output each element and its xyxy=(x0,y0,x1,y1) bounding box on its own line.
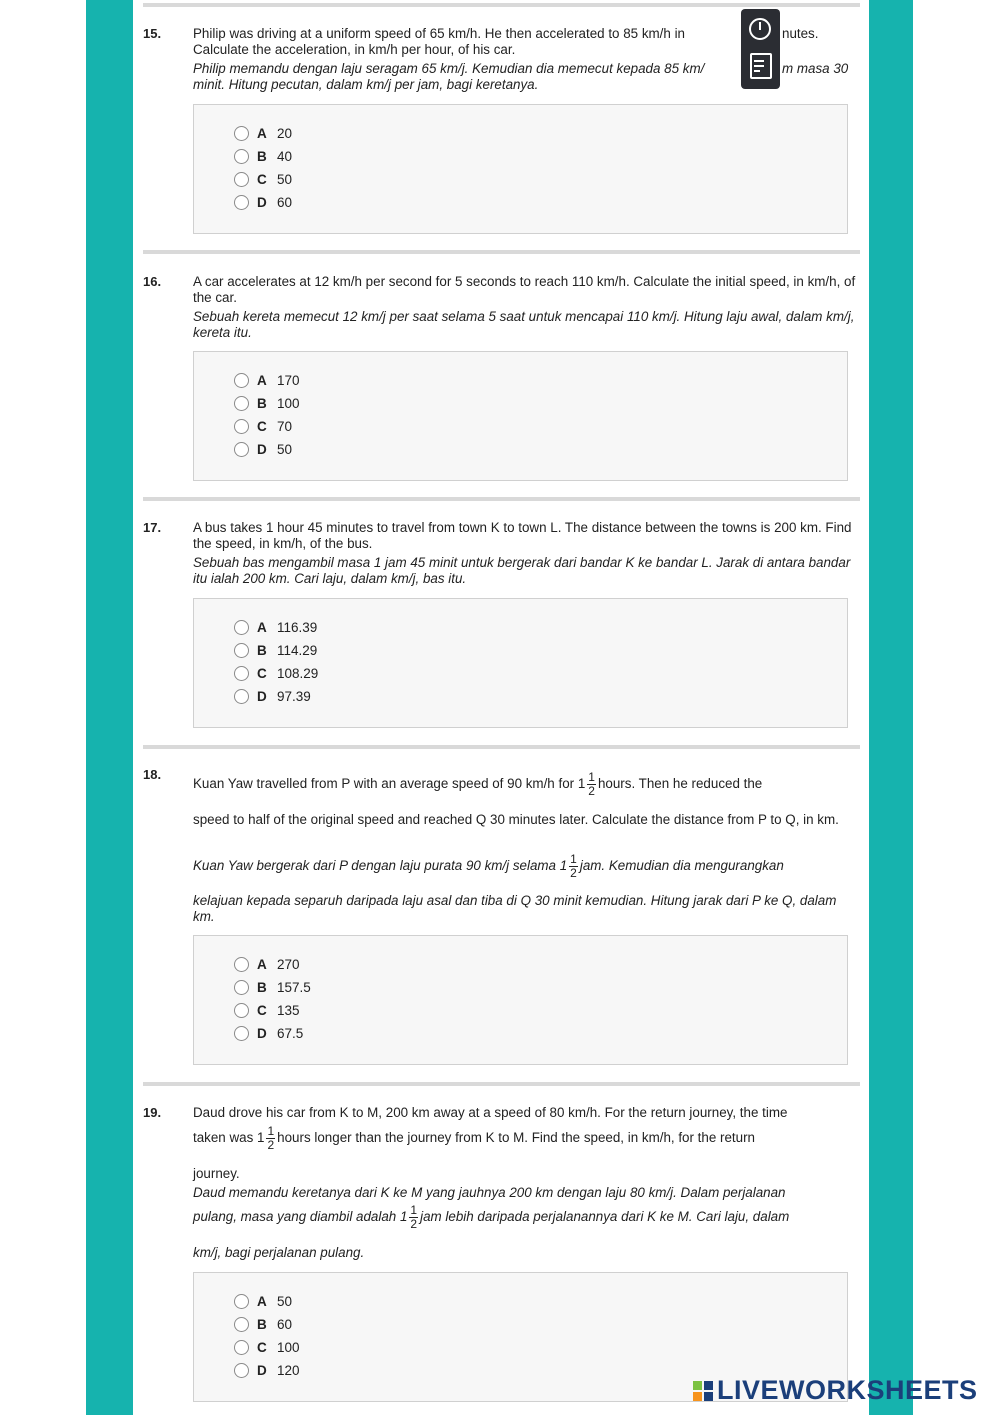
option-d[interactable]: D 67.5 xyxy=(234,1024,303,1042)
logo-grid-icon xyxy=(693,1381,713,1401)
question-text-ms: Kuan Yaw bergerak dari P dengan laju purata 90 km/j selama 1 $\frac{1}{2}$ jam. Kemudian dia mengurangkan xyxy=(193,852,784,880)
question-text-en: A car accelerates at 12 km/h per second for 5 seconds to reach 110 km/h. Calculate the initial speed, in km/h, of the car. xyxy=(193,274,856,305)
question-text xyxy=(193,520,858,587)
radio-button[interactable] xyxy=(234,620,249,635)
radio-button[interactable] xyxy=(234,666,249,681)
question-text-en: A bus takes 1 hour 45 minutes to travel from town K to town L. The distance between the towns is 200 km. Find the speed, in km/h, of the bus. xyxy=(193,520,852,551)
answer-box xyxy=(193,104,848,234)
floating-toolbar[interactable] xyxy=(741,9,780,89)
option-c[interactable]: C 108.29 xyxy=(234,664,318,682)
question-text-ms: minit. Hitung pecutan, dalam km/j per jam, bagi keretanya. xyxy=(193,77,539,92)
question-number: 19. xyxy=(143,1105,162,1120)
liveworksheets-logo xyxy=(693,1375,978,1406)
option-a[interactable]: A 170 xyxy=(234,371,300,389)
question-text-ms: m masa 30 xyxy=(782,61,849,76)
radio-button[interactable] xyxy=(234,1363,249,1378)
fraction-one-half: $\frac{1}{2}$ xyxy=(267,1124,275,1152)
radio-button[interactable] xyxy=(234,1317,249,1332)
radio-button[interactable] xyxy=(234,957,249,972)
radio-button[interactable] xyxy=(234,126,249,141)
option-d[interactable]: D 60 xyxy=(234,193,292,211)
radio-button[interactable] xyxy=(234,1294,249,1309)
question-text-en: Calculate the acceleration, in km/h per hour, of his car. xyxy=(193,42,516,57)
notes-icon-line xyxy=(754,70,760,72)
radio-button[interactable] xyxy=(234,195,249,210)
option-a[interactable]: A 20 xyxy=(234,124,292,142)
answer-box xyxy=(193,935,848,1065)
question-number: 16. xyxy=(143,274,162,289)
question-text-ms: Philip memandu dengan laju seragam 65 km/j. Kemudian dia memecut kepada 85 km/ xyxy=(193,61,705,76)
option-d[interactable]: D 97.39 xyxy=(234,687,311,705)
question-divider xyxy=(143,745,860,749)
radio-button[interactable] xyxy=(234,1340,249,1355)
option-c[interactable]: C 100 xyxy=(234,1338,300,1356)
option-b[interactable]: B 114.29 xyxy=(234,641,317,659)
question-text-ms: Sebuah bas mengambil masa 1 jam 45 minit untuk bergerak dari bandar K ke bandar L. Jarak di antara bandar itu ialah 200 km. Cari laju, dalam km/j, bas itu. xyxy=(193,555,851,586)
option-c[interactable]: C 70 xyxy=(234,417,292,435)
question-text-en: Philip was driving at a uniform speed of 65 km/h. He then accelerated to 85 km/h in xyxy=(193,26,685,41)
option-b[interactable]: B 60 xyxy=(234,1315,292,1333)
radio-button[interactable] xyxy=(234,689,249,704)
question-text-en: Daud drove his car from K to M, 200 km away at a speed of 80 km/h. For the return journey, the time xyxy=(193,1105,788,1120)
right-teal-border xyxy=(869,0,913,1415)
fraction-one-half: $\frac{1}{2}$ xyxy=(410,1203,418,1231)
option-a[interactable]: A 50 xyxy=(234,1292,292,1310)
question-text-en: Kuan Yaw travelled from P with an average speed of 90 km/h for 1 $\frac{1}{2}$ hours. Then he reduced the xyxy=(193,770,763,798)
option-d[interactable]: D 50 xyxy=(234,440,292,458)
question-text-en: journey. xyxy=(193,1166,240,1181)
question-text-en: speed to half of the original speed and reached Q 30 minutes later. Calculate the distance from P to Q, in km. xyxy=(193,812,839,827)
option-b[interactable]: B 100 xyxy=(234,394,300,412)
question-text-ms: Daud memandu keretanya dari K ke M yang jauhnya 200 km dengan laju 80 km/j. Dalam perjalanan xyxy=(193,1185,786,1200)
question-text-en: taken was 1 $\frac{1}{2}$ hours longer than the journey from K to M. Find the speed, in km/h, for the return xyxy=(193,1124,756,1152)
option-c[interactable]: C 135 xyxy=(234,1001,300,1019)
option-d[interactable]: D 120 xyxy=(234,1361,300,1379)
radio-button[interactable] xyxy=(234,172,249,187)
answer-box xyxy=(193,598,848,728)
option-b[interactable]: B 157.5 xyxy=(234,978,311,996)
radio-button[interactable] xyxy=(234,1003,249,1018)
question-text-en: nutes. xyxy=(782,26,819,41)
option-b[interactable]: B 40 xyxy=(234,147,292,165)
question-number: 18. xyxy=(143,767,162,782)
question-divider xyxy=(143,1082,860,1086)
question-divider xyxy=(143,3,860,7)
question-text xyxy=(193,274,858,341)
fraction-one-half: $\frac{1}{2}$ xyxy=(588,770,595,798)
radio-button[interactable] xyxy=(234,419,249,434)
radio-button[interactable] xyxy=(234,643,249,658)
radio-button[interactable] xyxy=(234,396,249,411)
option-a[interactable]: A 116.39 xyxy=(234,618,317,636)
radio-button[interactable] xyxy=(234,442,249,457)
notes-icon-line xyxy=(754,65,764,67)
answer-box xyxy=(193,351,848,481)
fraction-one-half: $\frac{1}{2}$ xyxy=(570,852,577,880)
question-number: 15. xyxy=(143,26,162,41)
question-text-ms: pulang, masa yang diambil adalah 1 $\frac{1}{2}$ jam lebih daripada perjalanannya dari K ke M. Cari laju, dalam xyxy=(193,1203,790,1231)
option-c[interactable]: C 50 xyxy=(234,170,292,188)
timer-hand xyxy=(759,22,761,30)
option-a[interactable]: A 270 xyxy=(234,955,300,973)
question-text-ms: kelajuan kepada separuh daripada laju asal dan tiba di Q 30 minit kemudian. Hitung jarak dari P ke Q, dalam km. xyxy=(193,893,837,924)
notes-icon-line xyxy=(754,60,764,62)
logo-text: LIVEWORKSHEETS xyxy=(717,1375,978,1405)
question-divider xyxy=(143,250,860,254)
radio-button[interactable] xyxy=(234,149,249,164)
radio-button[interactable] xyxy=(234,1026,249,1041)
question-text-ms: km/j, bagi perjalanan pulang. xyxy=(193,1245,365,1260)
radio-button[interactable] xyxy=(234,980,249,995)
question-text-ms: Sebuah kereta memecut 12 km/j per saat selama 5 saat untuk mencapai 110 km/j. Hitung laju awal, dalam km/j, kereta itu. xyxy=(193,309,855,340)
question-divider xyxy=(143,497,860,501)
radio-button[interactable] xyxy=(234,373,249,388)
question-number: 17. xyxy=(143,520,162,535)
left-teal-border xyxy=(86,0,133,1415)
